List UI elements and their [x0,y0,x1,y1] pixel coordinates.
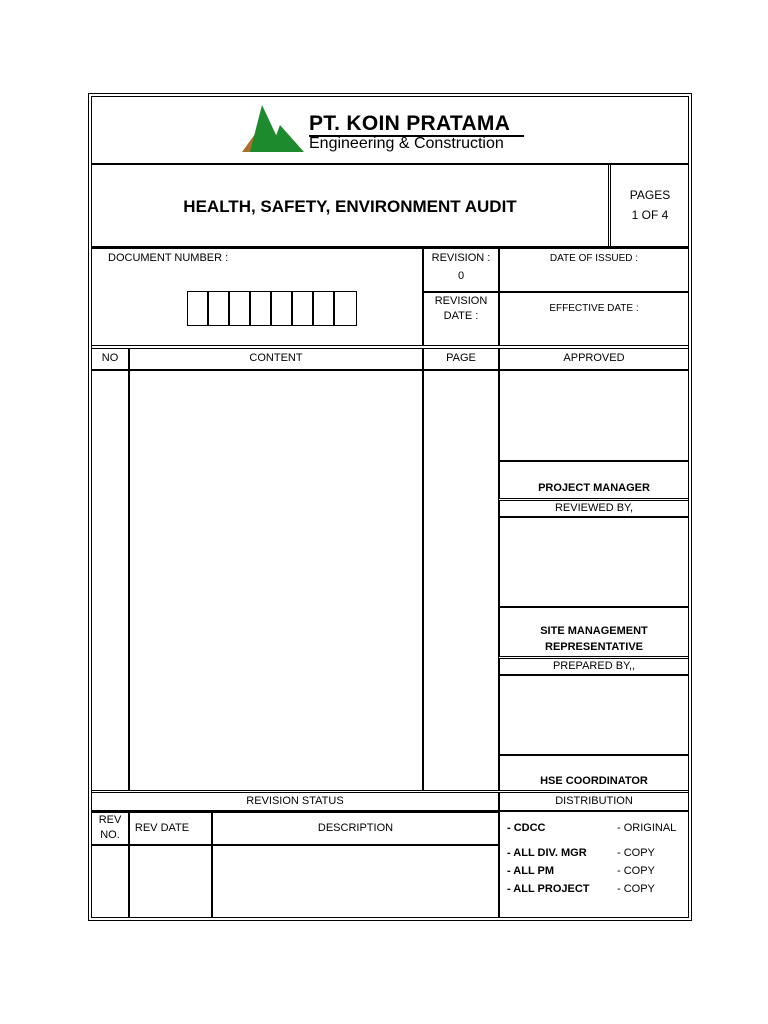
doc-number-box[interactable] [271,291,292,326]
hse-coordinator-label: HSE COORDINATOR [540,775,648,787]
revision-value: 0 [457,270,465,282]
rev-date-body[interactable] [129,845,212,918]
distribution-item-name: - CDCC [507,822,546,834]
col-content-body[interactable] [129,370,423,791]
pages-label: PAGES [629,188,671,202]
site-rep-label-2: REPRESENTATIVE [545,641,643,653]
col-no-body[interactable] [91,370,129,791]
distribution-item-type: - COPY [617,883,655,895]
approval-signature-area[interactable] [499,370,689,461]
doc-number-box[interactable] [334,291,357,326]
project-manager-label: PROJECT MANAGER [538,482,650,494]
doc-number-box[interactable] [292,291,313,326]
revision-date-label-1: REVISION [434,295,488,307]
col-content-label: CONTENT [249,352,303,364]
company-tagline: Engineering & Construction [309,135,504,152]
rev-no-body[interactable] [91,845,129,918]
pages-box-border [608,165,611,246]
distribution-title: DISTRIBUTION [555,795,633,807]
revision-status-title: REVISION STATUS [246,795,344,807]
revision-label: REVISION : [431,252,491,264]
description-label: DESCRIPTION [317,822,394,834]
document-number-label: DOCUMENT NUMBER : [108,252,229,264]
doc-number-box[interactable] [313,291,334,326]
col-page-label: PAGE [446,352,476,364]
revision-date-label-2: DATE : [443,310,479,322]
rev-no-label-2: NO. [100,829,120,841]
company-name: PT. KOIN PRATAMA [309,112,511,135]
col-approved-label: APPROVED [563,352,625,364]
company-logo-icon [240,105,310,155]
description-body[interactable] [212,845,499,918]
reviewed-signature-area[interactable] [499,517,689,607]
doc-number-box[interactable] [187,291,208,326]
doc-number-box[interactable] [250,291,271,326]
doc-number-box[interactable] [229,291,250,326]
reviewed-by-label: REVIEWED BY, [554,502,634,514]
col-page-body[interactable] [423,370,499,791]
pages-value: 1 OF 4 [631,208,669,222]
document-title: HEALTH, SAFETY, ENVIRONMENT AUDIT [183,197,517,216]
distribution-item-name: - ALL PROJECT [507,883,590,895]
prepared-by-label: PREPARED BY,, [552,660,636,672]
header-divider [91,163,689,165]
distribution-item-type: - COPY [617,847,655,859]
site-rep-label-1: SITE MANAGEMENT [540,625,648,637]
distribution-item-name: - ALL DIV. MGR [507,847,587,859]
date-of-issued-label: DATE OF ISSUED : [549,253,639,264]
distribution-item-name: - ALL PM [507,865,555,877]
effective-date-label: EFFECTIVE DATE : [549,303,639,314]
distribution-item-type: - ORIGINAL [617,822,677,834]
rev-date-label: REV DATE [134,822,190,834]
col-no-label: NO [101,352,119,364]
doc-number-box[interactable] [208,291,229,326]
prepared-signature-area[interactable] [499,675,689,755]
distribution-item-type: - COPY [617,865,655,877]
rev-no-label-1: REV [98,814,122,826]
